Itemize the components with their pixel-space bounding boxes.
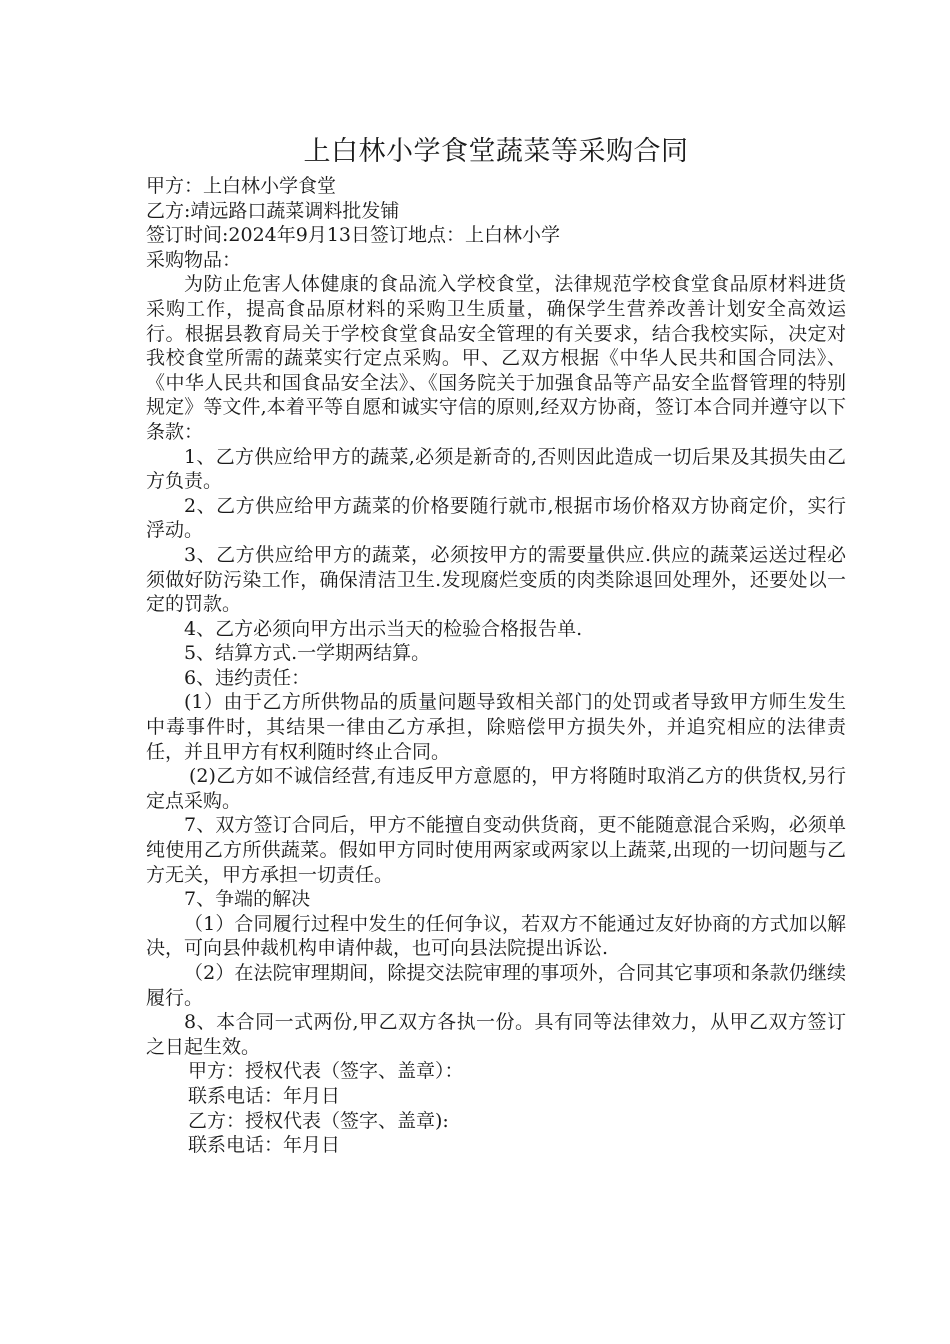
clause-5: 5、结算方式.一学期两结算。 xyxy=(184,642,431,665)
clause-7-dispute-heading: 7、争端的解决 xyxy=(184,888,311,911)
clause-3: 3、乙方供应给甲方的蔬菜，必须按甲方的需要量供应.供应的蔬菜运送过程必须做好防污染工作，确保清洁卫生.发现腐烂变质的肉类除退回处理外，还要处以一定的罚款。 xyxy=(146,543,846,616)
clause-7: 7、双方签订合同后，甲方不能擅自变动供货商，更不能随意混合采购，必须单纯使用乙方所供蔬菜。假如甲方同时使用两家或两家以上蔬菜,出现的一切问题与乙方无关，甲方承担一切责任。 xyxy=(146,814,846,886)
document-title: 上白林小学食堂蔬菜等采购合同 xyxy=(303,136,689,167)
clause-6-heading: 6、违约责任： xyxy=(184,666,311,689)
clause-8: 8、本合同一式两份,甲乙双方各执一份。具有同等法律效力，从甲乙双方签订之日起生效。 xyxy=(146,1011,846,1058)
dispute-item-1: （1）合同履行过程中发生的任何争议，若双方不能通过友好协商的方式加以解决，可向县仲裁机构申请仲裁，也可向县法院提出诉讼. xyxy=(146,912,846,960)
clause-6-item-2: (2)乙方如不诚信经营,有违反甲方意愿的，甲方将随时取消乙方的供货权,另行定点采购。 xyxy=(146,765,846,812)
party-a-contact: 联系电话：年月日 xyxy=(188,1084,341,1107)
party-b-signature: 乙方：授权代表（签字、盖章): xyxy=(188,1109,449,1132)
clause-6-item-1: (1）由于乙方所供物品的质量问题导致相关部门的处罚或者导致甲方师生发生中毒事件时，其结果一律由乙方承担，除赔偿甲方损失外，并追究相应的法律责任，并且甲方有权利随时终止合同。 xyxy=(146,691,846,763)
document-page xyxy=(146,132,846,1158)
clause-4: 4、乙方必须向甲方出示当天的检验合格报告单. xyxy=(184,617,583,640)
party-a-signature: 甲方：授权代表（签字、盖章）： xyxy=(188,1060,464,1083)
party-b-contact: 联系电话：年月日 xyxy=(188,1134,341,1157)
intro-paragraph: 为防止危害人体健康的食品流入学校食堂，法律规范学校食堂食品原材料进货采购工作，提高食品原材料的采购卫生质量，确保学生营养改善计划安全高效运行。根据县教育局关于学校食堂食品安全管理的有关要求，结合我校实际，决定对我校食堂所需的蔬菜实行定点采购。甲、乙双方根据《中华人民共和国合同法》、《中华人民共和国食品安全法》、《国务院关于加强食品等产品安全监督管理的特别规定》等文件,本着平等自愿和诚实守信的原则,经双方协商，签订本合同并遵守以下条款： xyxy=(146,273,846,443)
signing-info-line: 签订时间:2024年9月13日签订地点：上白林小学 xyxy=(146,224,561,247)
party-a-line: 甲方：上白林小学食堂 xyxy=(146,175,337,197)
purchase-items-line: 采购物品： xyxy=(146,248,242,271)
dispute-item-2: （2）在法院审理期间，除提交法院审理的事项外，合同其它事项和条款仍继续履行。 xyxy=(146,962,846,1009)
party-b-line: 乙方:靖远路口蔬菜调料批发铺 xyxy=(146,199,400,222)
clause-1: 1、乙方供应给甲方的蔬菜,必须是新奇的,否则因此造成一切后果及其损失由乙方负责。 xyxy=(146,445,846,493)
clause-2: 2、乙方供应给甲方蔬菜的价格要随行就市,根据市场价格双方协商定价，实行浮动。 xyxy=(146,494,846,542)
